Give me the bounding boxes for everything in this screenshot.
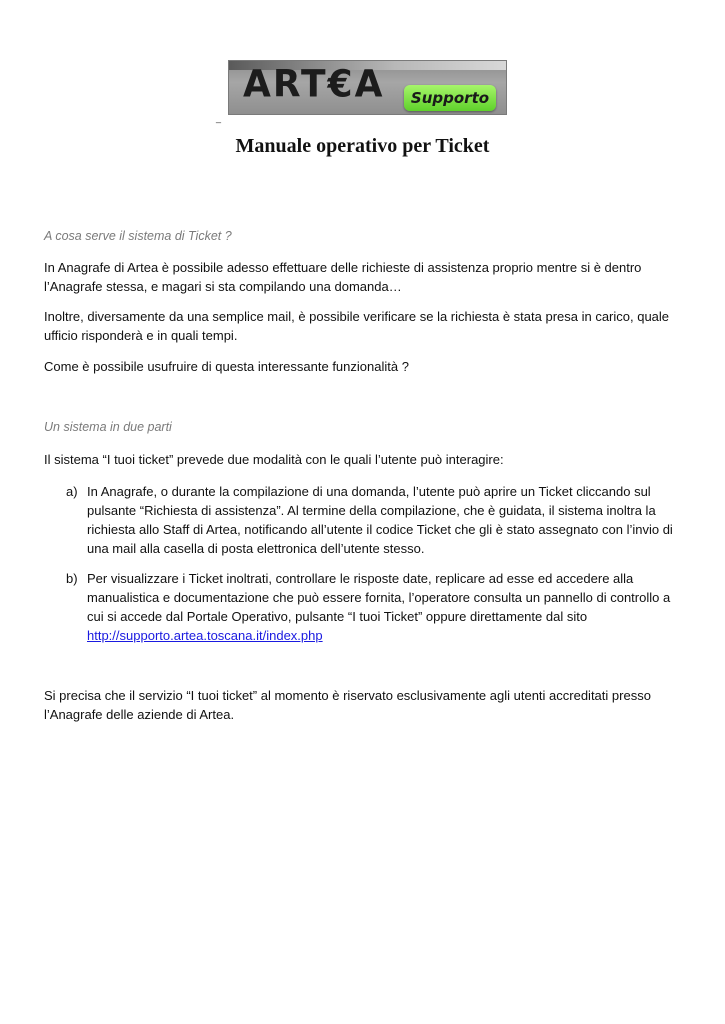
list-marker: a) [66, 484, 78, 499]
list-item-b [66, 569, 684, 645]
small-mark: _ [216, 113, 222, 123]
paragraph-modes: Il sistema “I tuoi ticket” prevede due modalità con le quali l’utente può interagire: [44, 452, 504, 467]
artea-supporto-logo [228, 60, 507, 115]
list-item-a [66, 482, 684, 558]
page-title: Manuale operativo per Ticket [235, 135, 490, 157]
paragraph-intro: In Anagrafe di Artea è possibile adesso effettuare delle richieste di assistenza proprio mentre si è dentro l’Anagrafe stessa, e magari si sta compilando una domanda… [44, 260, 642, 294]
paragraph-question: Come è possibile usufruire di questa interessante funzionalità ? [44, 359, 409, 374]
list-marker: b) [66, 571, 78, 586]
section-heading-purpose: A cosa serve il sistema di Ticket ? [44, 229, 232, 243]
paragraph-verification: Inoltre, diversamente da una semplice mail, è possibile verificare se la richiesta è stata presa in carico, quale ufficio risponderà e in quali tempi. [44, 309, 670, 343]
list-item-b-body [66, 569, 684, 645]
section-heading-two-parts: Un sistema in due parti [44, 420, 172, 434]
list-item-text: In Anagrafe, o durante la compilazione di una domanda, l’utente può aprire un Ticket cliccando sul pulsante “Richiesta di assistenza”. Al termine della compilazione, che è guidata, il sistema inoltra la richiesta allo Staff di Artea, notificando all’utente il codice Ticket che gli è stato assegnato con l’invio di una mail alla casella di posta elettronica dell’utente stesso. [87, 484, 673, 556]
support-site-link[interactable]: http://supporto.artea.toscana.it/index.php [87, 628, 323, 643]
list-item-text: Per visualizzare i Ticket inoltrati, controllare le risposte date, replicare ad esse ed accedere alla manualistica e documentazione che può essere fornita, l’operatore consulta un pannello di controllo a cui si accede dal Portale Operativo, pulsante “I tuoi Ticket” oppure direttamente dal sito [87, 571, 671, 624]
logo-badge: Supporto [404, 85, 496, 111]
logo-wordmark: ART€A [243, 62, 385, 106]
paragraph-closing: Si precisa che il servizio “I tuoi ticket” al momento è riservato esclusivamente agli utenti accreditati presso l’Anagrafe delle aziende di Artea. [44, 688, 651, 722]
